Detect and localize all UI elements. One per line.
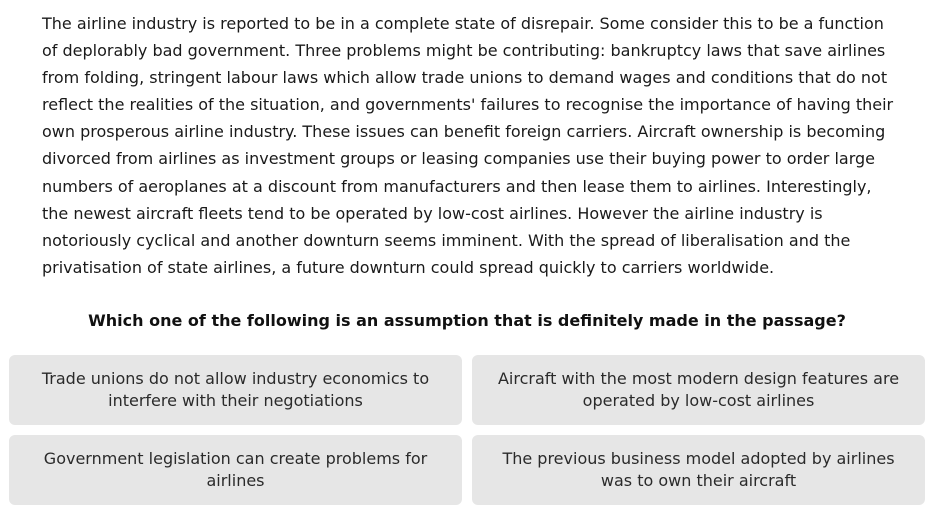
- answer-option-4[interactable]: [472, 435, 925, 505]
- answer-option-2[interactable]: [472, 355, 925, 425]
- answer-option-label: Government legislation can create problems for airlines: [43, 449, 428, 490]
- answer-option-3[interactable]: [9, 435, 462, 505]
- answer-options: [9, 355, 925, 505]
- passage-text: The airline industry is reported to be in a complete state of disrepair. Some consider this to be a function of deplorably bad government. Three problems might be contributing: bankruptcy laws that save airlines from folding, stringent labour laws which allow trade unions to demand wages and conditions that do not reflect the realities of the situation, and governments' failures to recognise the importance of having their own prosperous airline industry. These issues can benefit foreign carriers. Aircraft ownership is becoming divorced from airlines as investment groups or leasing companies use their buying power to order large numbers of aeroplanes at a discount from manufacturers and then lease them to airlines. Interestingly, the newest aircraft fleets tend to be operated by low-cost airlines. However the airline industry is notoriously cyclical and another downturn seems imminent. With the spread of liberalisation and the privatisation of state airlines, a future downturn could spread quickly to carriers worldwide.: [42, 14, 894, 277]
- answer-option-label: Aircraft with the most modern design features are operated by low-cost airlines: [497, 369, 900, 410]
- answer-option-label: The previous business model adopted by airlines was to own their aircraft: [502, 449, 895, 490]
- question-prompt: Which one of the following is an assumption that is definitely made in the passage?: [88, 311, 846, 330]
- answer-option-label: Trade unions do not allow industry economics to interfere with their negotiations: [41, 369, 430, 410]
- answer-option-1[interactable]: [9, 355, 462, 425]
